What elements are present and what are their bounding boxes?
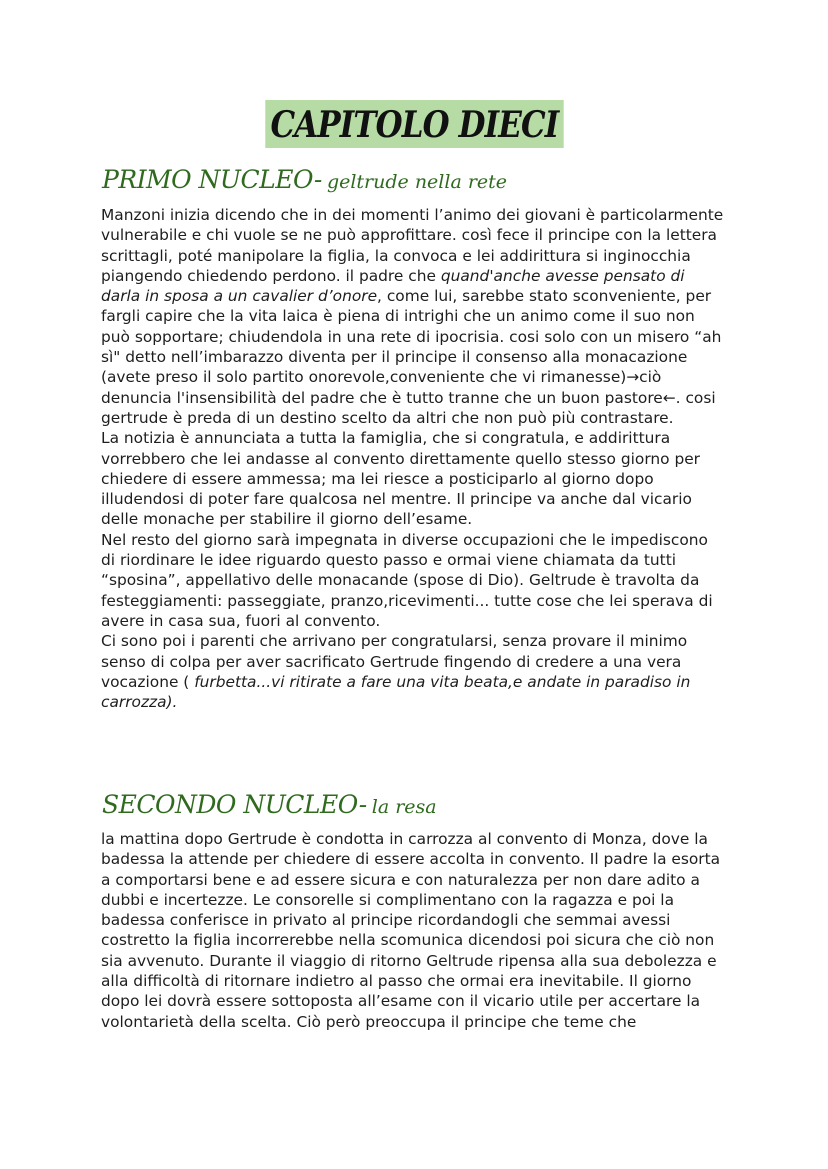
text-run: Manzoni inizia dicendo che in dei momenti l’animo dei giovani è particolarmente vulnerabile e chi vuole se ne può approfittare. così fece il principe con la lettera scrittagli, poté manipolare la figlia, la convoca e lei addirittura si inginocchia piangendo chiedendo perdono. il padre che xyxy=(101,206,724,285)
page-title: CAPITOLO DIECI xyxy=(265,100,563,148)
section-heading-primo-nucleo xyxy=(102,165,507,194)
section-heading-secondo-nucleo xyxy=(102,790,437,819)
italic-quote: quand'anche avesse pensato di darla in sposa a un cavalier d’onore xyxy=(101,266,685,306)
text-run: Ci sono poi i parenti che arrivano per congratularsi, senza provare il minimo senso di colpa per aver sacrificato Gertrude fingendo di credere a una vera vocazione ( xyxy=(101,632,688,691)
title-container xyxy=(0,100,828,148)
section-heading-sub: la resa xyxy=(371,796,437,818)
paragraph: La notizia è annunciata a tutta la famiglia, che si congratula, e addirittura vorrebbero che lei andasse al convento direttamente quello stesso giorno per chiedere di essere ammessa; ma lei riesce a posticiparlo al giorno dopo illudendosi di poter fare qualcosa nel mentre. Il principe va anche dal vicario delle monache per stabilire il giorno dell’esame. xyxy=(101,429,701,529)
paragraph xyxy=(101,205,726,428)
paragraph: la mattina dopo Gertrude è condotta in carrozza al convento di Monza, dove la badessa la attende per chiedere di essere accolta in convento. Il padre la esorta a comportarsi bene e ad essere sicura e con naturalezza per non dare adito a dubbi e incertezze. Le consorelle si complimentano con la ragazza e poi la badessa conferisce in privato al principe ricordandogli che semmai avessi costretto la figlia incorrerebbe nella scomunica dicendosi poi sicura che ciò non sia avvenuto. Durante il viaggio di ritorno Geltrude ripensa alla sua debolezza e alla difficoltà di ritornare indietro al passo che ormai era inevitabile. Il giorno dopo lei dovrà essere sottoposta all’esame con il vicario utile per accertare la volontarietà della scelta. Ciò però preoccupa il principe che teme che xyxy=(101,830,721,1031)
section-heading-main: PRIMO NUCLEO- xyxy=(102,165,322,194)
section-body-primo-nucleo xyxy=(101,205,726,712)
section-heading-sub: geltrude nella rete xyxy=(326,171,508,193)
italic-quote: furbetta...vi ritirate a fare una vita beata,e andate in paradiso in carrozza). xyxy=(101,672,691,712)
section-body-secondo-nucleo xyxy=(101,829,726,1032)
section-heading-main: SECONDO NUCLEO- xyxy=(102,790,367,819)
paragraph: Nel resto del giorno sarà impegnata in diverse occupazioni che le impediscono di riordinare le idee riguardo questo passo e ormai viene chiamata da tutti “sposina”, appellativo delle monacande (spose di Dio). Geltrude è travolta da festeggiamenti: passeggiate, pranzo,ricevimenti... tutte cose che lei sperava di avere in casa sua, fuori al convento. xyxy=(101,530,713,630)
text-run: , come lui, sarebbe stato sconveniente, per fargli capire che la vita laica è piena di intrighi che un animo come il suo non può sopportare; chiudendola in una rete di ipocrisia. cosi solo con un misero “ah sì" detto nell’imbarazzo diventa per il principe il consenso alla monacazione (avete preso il solo partito onorevole,conveniente che vi rimanesse)→ciò denuncia l'insensibilità del padre che è tutto tranne che un buon pastore←. cosi gertrude è preda di un destino scelto da altri che non può più contrastare. xyxy=(101,287,722,427)
paragraph xyxy=(101,631,726,712)
